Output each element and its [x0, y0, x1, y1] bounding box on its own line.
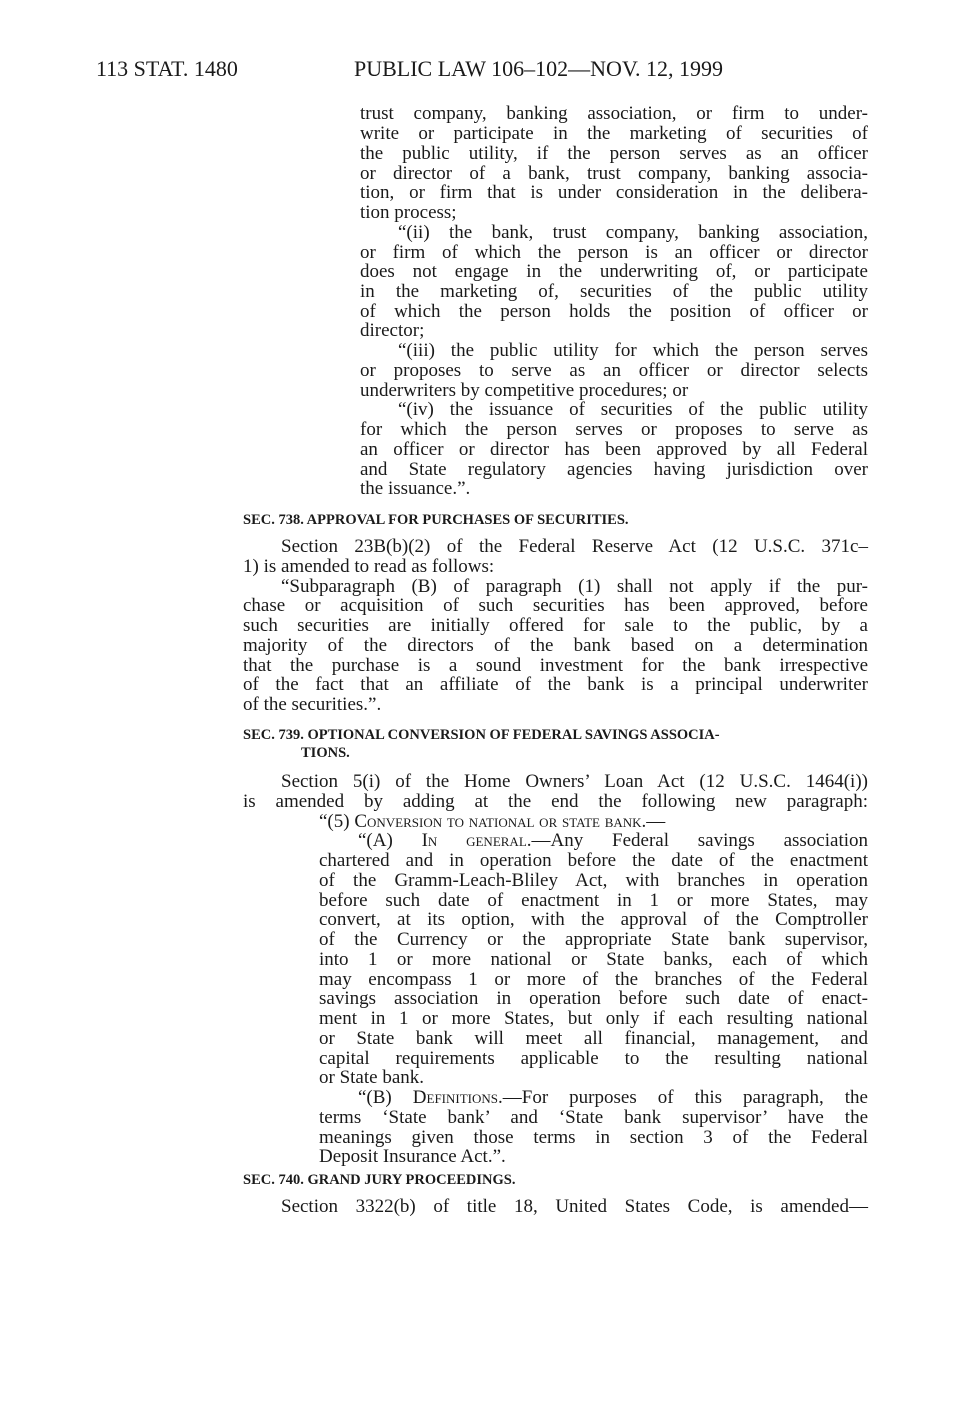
paragraph-a-first-text: —Any Federal savings association [531, 830, 868, 851]
text-line: an officer or director has been approved by all Federal [360, 439, 868, 460]
paragraph-b-first-text: —For purposes of this paragraph, the [502, 1087, 868, 1108]
text-line: of the Gramm-Leach-Bliley Act, with branches in operation [319, 870, 868, 891]
text-line: or State bank will meet all financial, management, and [319, 1028, 868, 1049]
page-reference: 113 STAT. 1480 [96, 56, 238, 81]
text-line: chase or acquisition of such securities has been approved, before [243, 595, 868, 616]
paragraph-b-first-line [358, 1088, 868, 1108]
paragraph-a-first-line [358, 831, 868, 851]
text-line: Section 5(i) of the Home Owners’ Loan Act (12 U.S.C. 1464(i)) [281, 771, 868, 792]
text-line: ment in 1 or more States, but only if each resulting national [319, 1008, 868, 1029]
text-line: in the marketing of, securities of the public utility [360, 281, 868, 302]
text-line: may encompass 1 or more of the branches of the Federal [319, 969, 868, 990]
text-line: trust company, banking association, or firm to under- [360, 103, 868, 124]
law-reference: PUBLIC LAW 106–102—NOV. 12, 1999 [354, 56, 723, 81]
text-line: Deposit Insurance Act.”. [319, 1146, 506, 1167]
text-line: of the Currency or the appropriate State bank supervisor, [319, 929, 868, 950]
text-line: 1) is amended to read as follows: [243, 556, 495, 577]
section-739-heading: SEC. 739. OPTIONAL CONVERSION OF FEDERAL SAVINGS ASSOCIA- [243, 727, 720, 743]
text-line: or proposes to serve as an officer or director selects [360, 360, 868, 381]
text-line: Section 23B(b)(2) of the Federal Reserve Act (12 U.S.C. 371c– [281, 536, 868, 557]
clause-iii-first-line: “(iii) the public utility for which the person serves [398, 340, 868, 361]
text-line: tion, or firm that is under consideration in the delibera- [360, 182, 868, 203]
text-line: or director of a bank, trust company, banking associa- [360, 163, 868, 184]
paragraph-b-lead: “(B) Definitions. [358, 1087, 503, 1108]
text-line: underwriters by competitive procedures; or [360, 380, 689, 401]
text-line: director; [360, 320, 425, 341]
text-line: savings association in operation before such date of enact- [319, 988, 868, 1009]
text-line: capital requirements applicable to the resulting national [319, 1048, 868, 1069]
text-line: meanings given those terms in section 3 of the Federal [319, 1127, 868, 1148]
text-line: into 1 or more national or State banks, each of which [319, 949, 868, 970]
text-line: terms ‘State bank’ and ‘State bank supervisor’ have the [319, 1107, 868, 1128]
paragraph-a-lead: “(A) In general. [358, 830, 532, 851]
paragraph-5-heading: “(5) Conversion to national or state bank.— [319, 811, 666, 832]
text-line: before such date of enactment in 1 or more States, may [319, 890, 868, 911]
text-line: “Subparagraph (B) of paragraph (1) shall not apply if the pur- [281, 576, 868, 597]
text-line: chartered and in operation before the date of the enactment [319, 850, 868, 871]
text-line: is amended by adding at the end the following new paragraph: [243, 791, 868, 812]
text-line: of which the person holds the position of officer or [360, 301, 868, 322]
clause-iv-first-line: “(iv) the issuance of securities of the public utility [398, 399, 868, 420]
text-line: that the purchase is a sound investment for the bank irrespective [243, 655, 868, 676]
text-line: tion process; [360, 202, 457, 223]
text-line: Section 3322(b) of title 18, United States Code, is amended— [281, 1196, 868, 1217]
section-739-heading-cont: TIONS. [301, 745, 350, 761]
text-line: the issuance.”. [360, 478, 471, 499]
text-line: or State bank. [319, 1067, 425, 1088]
text-line: the public utility, if the person serves as an officer [360, 143, 868, 164]
text-line: or firm of which the person is an officer or director [360, 242, 868, 263]
text-line: write or participate in the marketing of securities of [360, 123, 868, 144]
text-line: such securities are initially offered for sale to the public, by a [243, 615, 868, 636]
text-line: does not engage in the underwriting of, or participate [360, 261, 868, 282]
text-line: of the fact that an affiliate of the bank is a principal underwriter [243, 674, 868, 695]
text-line: convert, at its option, with the approval of the Comptroller [319, 909, 868, 930]
text-line: of the securities.”. [243, 694, 382, 715]
section-738-heading: SEC. 738. APPROVAL FOR PURCHASES OF SECURITIES. [243, 512, 629, 528]
clause-ii-first-line: “(ii) the bank, trust company, banking association, [398, 222, 868, 243]
section-740-heading: SEC. 740. GRAND JURY PROCEEDINGS. [243, 1172, 516, 1188]
text-line: and State regulatory agencies having jurisdiction over [360, 459, 868, 480]
text-line: majority of the directors of the bank based on a determination [243, 635, 868, 656]
text-line: for which the person serves or proposes to serve as [360, 419, 868, 440]
